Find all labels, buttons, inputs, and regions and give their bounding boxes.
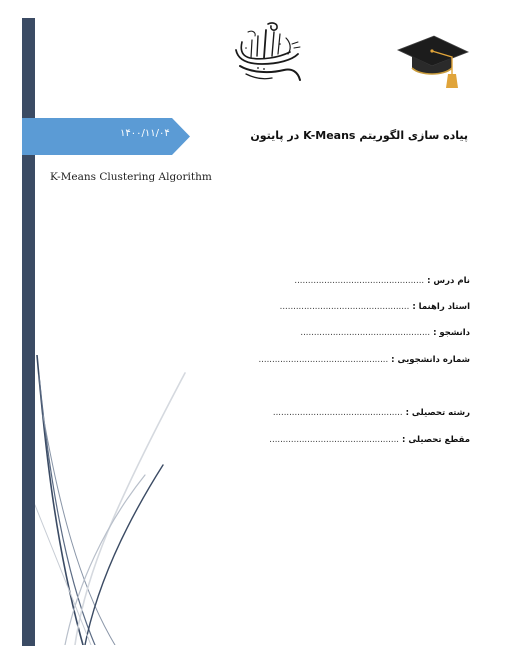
field-label: استاد راهنما : (412, 302, 470, 312)
field-label: دانشجو : (433, 328, 470, 338)
field-supervisor (280, 302, 470, 312)
field-course-name (294, 276, 470, 286)
decorative-swoosh (35, 355, 195, 645)
bismillah-logo (228, 20, 306, 90)
field-student-id (258, 355, 470, 365)
field-label: شماره دانشجویی : (391, 355, 470, 365)
field-label: نام درس : (427, 276, 470, 286)
field-student (300, 328, 470, 338)
field-label: رشته تحصیلی : (405, 408, 470, 418)
fill-line: ................................................ (279, 302, 410, 312)
left-decorative-bar (22, 18, 35, 646)
document-subtitle: K-Means Clustering Algorithm (50, 171, 212, 183)
field-major (273, 408, 470, 418)
fill-line: ................................................ (258, 355, 389, 365)
graduation-cap-icon (396, 30, 470, 92)
fill-line: ................................................ (272, 408, 403, 418)
field-degree (269, 435, 470, 445)
fill-line: ................................................ (294, 276, 425, 286)
field-label: مقطع تحصیلی : (401, 435, 470, 445)
document-title: پیاده سازی الگوریتم K-Means در پایتون (250, 129, 468, 142)
fill-line: ................................................ (269, 435, 399, 445)
fill-line: ................................................ (300, 328, 431, 338)
date-label: ۱۴۰۰/۱۱/۰۴ (120, 128, 170, 139)
